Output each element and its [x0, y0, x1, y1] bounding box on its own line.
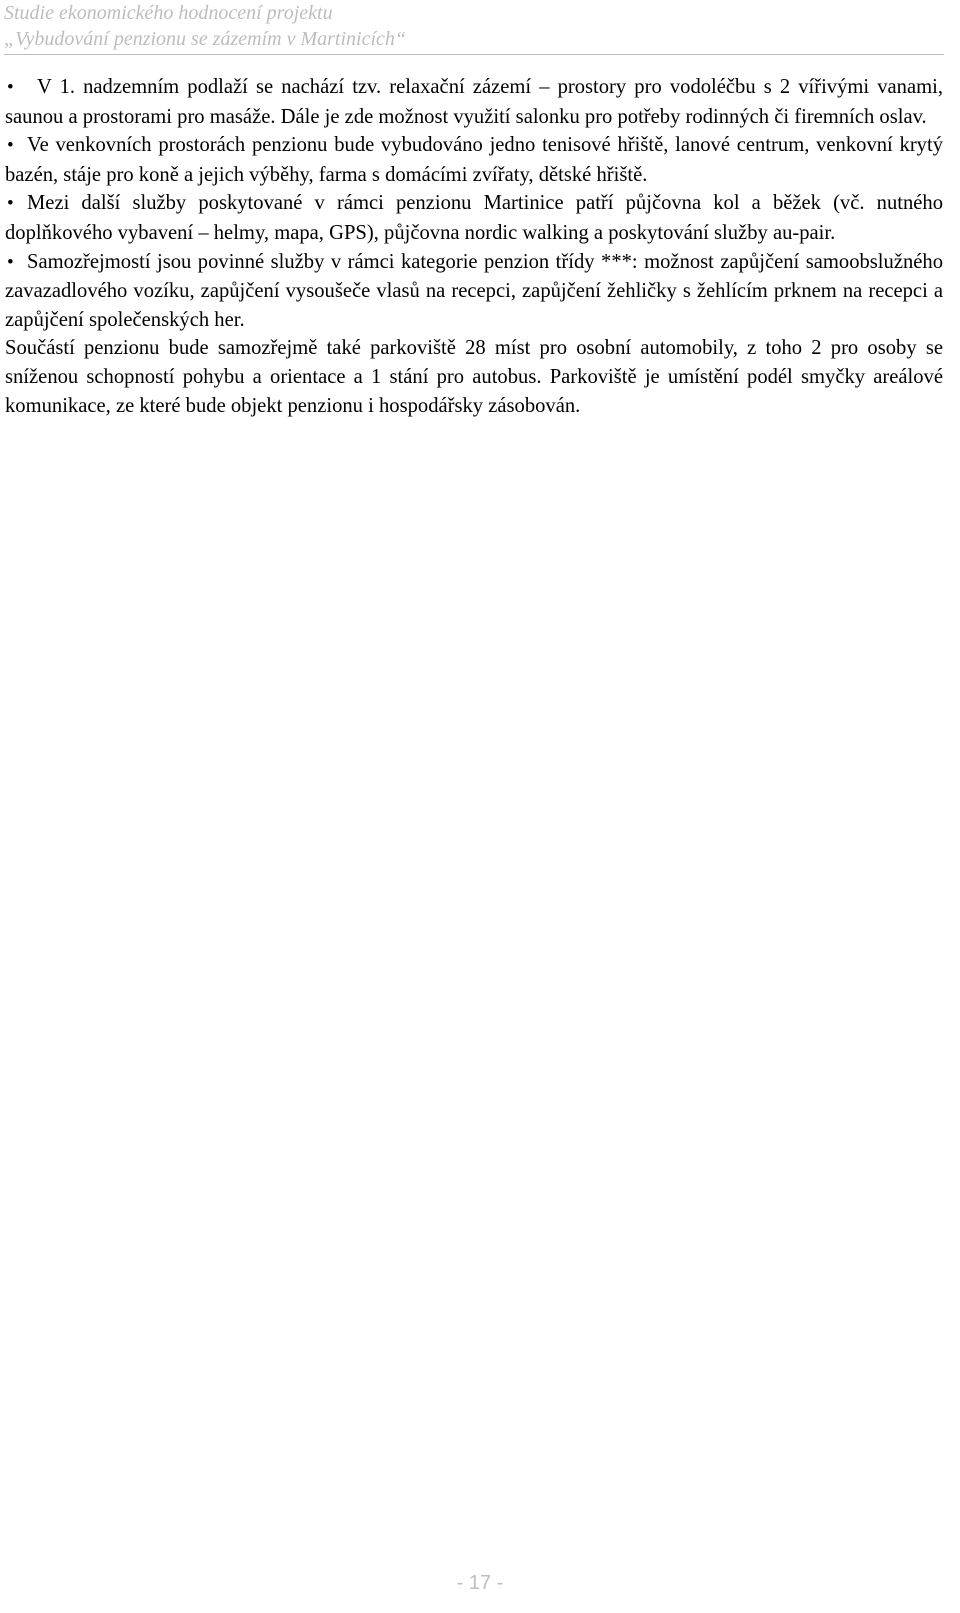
bullet-icon: • — [7, 77, 14, 98]
header-title: Studie ekonomického hodnocení projektu — [4, 2, 333, 24]
bullet-text: Ve venkovních prostorách penzionu bude vybudováno jedno tenisové hřiště, lanové centrum, venkovní krytý bazén, stáje pro koně a jejich výběhy, farma s domácími zvířaty, dětské hřiště. — [5, 134, 943, 186]
bullet-item — [5, 189, 943, 247]
bullet-item — [5, 131, 943, 189]
bullet-icon: • — [7, 135, 14, 157]
bullet-text: V 1. nadzemním podlaží se nachází tzv. relaxační zázemí – prostory pro vodoléčbu s 2 vířivými vanami, saunou a prostorami pro masáže. Dále je zde možnost využití salonku pro potřeby rodinných či firemních oslav. — [5, 76, 943, 128]
bullet-item — [5, 73, 943, 131]
header-subtitle: „Vybudování penzionu se zázemím v Martinicích“ — [4, 28, 407, 50]
bullet-item — [5, 248, 943, 335]
running-header — [4, 0, 944, 52]
bullet-icon: • — [7, 251, 14, 273]
document-body — [5, 73, 943, 420]
bullet-icon: • — [7, 193, 14, 215]
header-divider — [4, 54, 944, 55]
body-paragraph: Součástí penzionu bude samozřejmě také parkoviště 28 míst pro osobní automobily, z toho 2 pro osoby se sníženou schopností pohybu a orientace a 1 stání pro autobus. Parkoviště je umístění podél smyčky areálové komunikace, ze které bude objekt penzionu i hospodářsky zásobován. — [5, 337, 943, 417]
bullet-text: Samozřejmostí jsou povinné služby v rámci kategorie penzion třídy ***: možnost zapůjčení samoobslužného zavazadlového vozíku, zapůjčení vysoušeče vlasů na recepci, zapůjčení žehličky s žehlícím prknem na recepci a zapůjčení společenských her. — [5, 250, 943, 331]
page-number: - 17 - — [456, 1572, 504, 1594]
bullet-text: Mezi další služby poskytované v rámci penzionu Martinice patří půjčovna kol a běžek (vč. nutného doplňkového vybavení – helmy, mapa, GPS), půjčovna nordic walking a poskytování služby au-pair. — [5, 192, 943, 244]
